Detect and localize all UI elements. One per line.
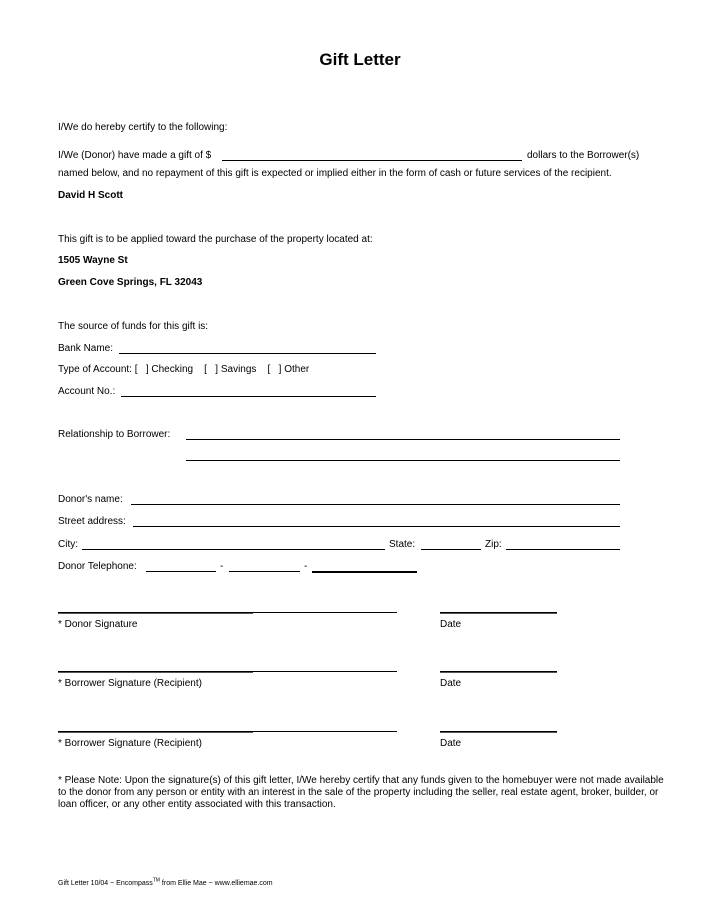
relationship-field-1[interactable] <box>186 439 620 440</box>
city-label: City: <box>58 539 78 550</box>
date-line-shadow <box>440 732 557 733</box>
telephone-area-field[interactable] <box>146 571 216 572</box>
donor-date-label: Date <box>440 619 462 630</box>
telephone-separator-2: - <box>304 561 308 572</box>
borrower-name: David H Scott <box>58 190 124 201</box>
zip-label: Zip: <box>485 539 502 550</box>
account-no-label: Account No.: <box>58 386 116 397</box>
street-label: Street address: <box>58 516 126 527</box>
gift-line-prefix: I/We (Donor) have made a gift of $ <box>58 150 212 161</box>
please-note: * Please Note: Upon the signature(s) of this gift letter, I/We hereby certify that any funds given to the homebuyer were not made available to the donor from any person or entity with an interest in the sale of the property including the seller, real estate agent, broker, builder, or loan officer, or any other entity associated with this transaction. <box>58 775 664 810</box>
zip-field[interactable] <box>506 549 620 550</box>
street-field[interactable] <box>133 526 620 527</box>
footer <box>58 877 273 887</box>
gift-line-suffix: dollars to the Borrower(s) <box>527 150 640 161</box>
relationship-label: Relationship to Borrower: <box>58 429 171 440</box>
footer-prefix: Gift Letter 10/04 ~ Encompass <box>58 880 153 887</box>
signature-line-shadow <box>58 613 253 614</box>
property-address-1: 1505 Wayne St <box>58 255 128 266</box>
borrower-signature-label-2: * Borrower Signature (Recipient) <box>58 738 202 749</box>
city-field[interactable] <box>82 549 385 550</box>
gift-amount-field[interactable] <box>222 160 522 161</box>
donor-name-label: Donor's name: <box>58 494 123 505</box>
property-address-2: Green Cove Springs, FL 32043 <box>58 277 203 288</box>
footer-trademark: TM <box>152 877 160 884</box>
gift-line-2: named below, and no repayment of this gift is expected or implied either in the form of cash or future services of the recipient. <box>58 168 612 179</box>
footer-suffix: from Ellie Mae ~ www.elliemae.com <box>159 880 273 887</box>
signature-line-shadow <box>58 672 253 673</box>
donor-signature-label: * Donor Signature <box>58 619 138 630</box>
borrower-signature-label-1: * Borrower Signature (Recipient) <box>58 678 202 689</box>
relationship-field-2[interactable] <box>186 460 620 461</box>
state-field[interactable] <box>421 549 481 550</box>
borrower-date-label-1: Date <box>440 678 462 689</box>
bank-name-field[interactable] <box>119 353 376 354</box>
source-intro: The source of funds for this gift is: <box>58 321 209 332</box>
bank-name-label: Bank Name: <box>58 343 114 354</box>
telephone-separator-1: - <box>220 561 224 572</box>
borrower-date-label-2: Date <box>440 738 462 749</box>
donor-name-field[interactable] <box>131 504 620 505</box>
account-type-label: Type of Account: [ ] Checking [ ] Savings [ ] Other <box>58 364 310 375</box>
state-label: State: <box>389 539 416 550</box>
signature-line-shadow <box>58 732 253 733</box>
page-title: Gift Letter <box>319 50 401 69</box>
date-line-shadow <box>440 613 557 614</box>
telephone-number-field[interactable] <box>312 571 417 573</box>
account-no-field[interactable] <box>121 396 376 397</box>
certify-intro: I/We do hereby certify to the following: <box>58 122 228 133</box>
date-line-shadow <box>440 672 557 673</box>
telephone-prefix-field[interactable] <box>229 571 300 572</box>
telephone-label: Donor Telephone: <box>58 561 137 572</box>
property-intro: This gift is to be applied toward the purchase of the property located at: <box>58 234 373 245</box>
